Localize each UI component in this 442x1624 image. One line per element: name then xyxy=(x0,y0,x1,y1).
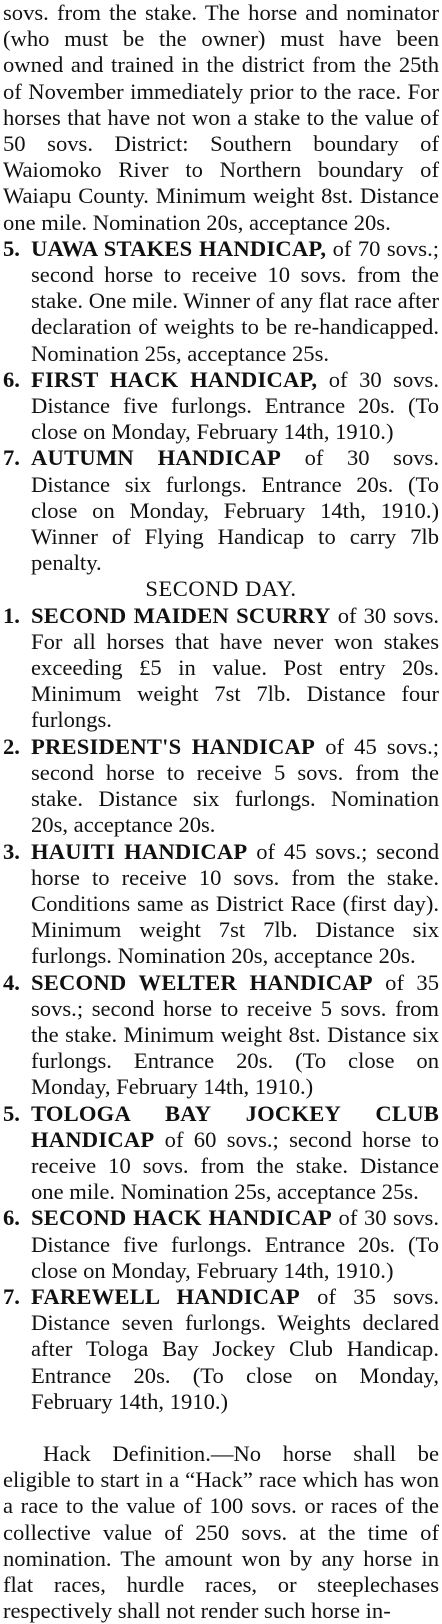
race-entry xyxy=(3,445,439,576)
race-number: 1. xyxy=(3,602,20,628)
race-number: 6. xyxy=(3,1205,20,1231)
race-description xyxy=(31,734,439,839)
hack-definition: Hack Definition.—No horse shall be eligible to start in a “Hack” race which has won a race to the value of 100 sovs. or races of the collective value of 250 sovs. at the time of nomination. The amount won by any horse in flat races, hurdle races, or steeplechases respectively shall not render such horse in- xyxy=(3,1440,439,1624)
race-entry xyxy=(3,367,439,446)
race-number: 5. xyxy=(3,235,20,261)
race-title: PRESIDENT'S HANDICAP xyxy=(31,733,316,759)
race-conditions: of 30 sovs. Distance five furlongs. Entrance 20s. (To close on Monday, February 14th, 1910.) xyxy=(31,366,439,445)
race-entry xyxy=(3,839,439,970)
race-conditions: of 60 sovs.; second horse to receive 10 sovs. from the stake. Distance one mile. Nomination 25s, acceptance 25s. xyxy=(31,1126,439,1205)
race-number: 6. xyxy=(3,366,20,392)
race-number: 7. xyxy=(3,445,20,471)
race-description xyxy=(31,445,439,576)
race-description xyxy=(31,603,439,734)
race-number: 5. xyxy=(3,1100,20,1126)
race-conditions: of 45 sovs.; second horse to receive 5 sovs. from the stake. Distance six furlongs. Nomination 20s, acceptance 20s. xyxy=(31,733,440,838)
race-conditions: of 45 sovs.; second horse to receive 10 sovs. from the stake. Conditions same as District Race (first day). Minimum weight 7st 7lb. Distance six furlongs. Nomination 20s, acceptance 20s. xyxy=(31,838,439,969)
race-entry xyxy=(3,1284,439,1415)
race-entry xyxy=(3,1205,439,1284)
race-entry xyxy=(3,603,439,734)
race-entry xyxy=(3,1101,439,1206)
section-gap xyxy=(3,1415,439,1441)
race-conditions: of 30 sovs. Distance six furlongs. Entrance 20s. (To close on Monday, February 14th, 1910.) Winner of Flying Handicap to carry 7lb penalty. xyxy=(31,445,439,576)
race-title: UAWA STAKES HANDICAP, xyxy=(31,235,327,261)
race-conditions: of 35 sovs.; second horse to receive 5 sovs. from the stake. Minimum weight 8st. Distance six furlongs. Entrance 20s. (To close on Monday, February 14th, 1910.) xyxy=(31,969,439,1100)
race-title: TOLOGA BAY JOCKEY CLUB HANDICAP xyxy=(31,1100,439,1152)
district-race-continuation: sovs. from the stake. The horse and nominator (who must be the owner) must have been owned and trained in the district from the 25th of November immediately prior to the race. For horses that have not won a stake to the value of 50 sovs. District: Southern boundary of Waiomoko River to Northern boundary of Waiapu County. Minimum weight 8st. Distance one mile. Nomination 20s, acceptance 20s. xyxy=(3,0,439,235)
race-number: 2. xyxy=(3,733,20,759)
race-description xyxy=(31,1101,439,1206)
race-description xyxy=(31,236,439,367)
race-description xyxy=(31,1284,439,1415)
race-title: FIRST HACK HANDICAP, xyxy=(31,366,318,392)
race-description xyxy=(31,839,439,970)
second-day-races xyxy=(3,603,439,1415)
race-number: 3. xyxy=(3,838,20,864)
race-title: SECOND HACK HANDICAP xyxy=(31,1205,332,1231)
race-conditions: of 30 sovs. For all horses that have never won stakes exceeding £5 in value. Post entry 20s. Minimum weight 7st 7lb. Distance four furlongs. xyxy=(31,602,440,733)
race-description xyxy=(31,1205,439,1284)
race-entry xyxy=(3,734,439,839)
race-title: AUTUMN HANDICAP xyxy=(31,445,281,471)
race-title: SECOND WELTER HANDICAP xyxy=(31,969,373,995)
race-description xyxy=(31,367,439,446)
race-conditions: of 70 sovs.; second horse to receive 10 sovs. from the stake. One mile. Winner of any flat race after declaration of weights to be re-handicapped. Nomination 25s, acceptance 25s. xyxy=(31,235,439,366)
race-entry xyxy=(3,236,439,367)
race-title: FAREWELL HANDICAP xyxy=(31,1283,300,1309)
second-day-heading: SECOND DAY. xyxy=(145,576,297,602)
race-entry xyxy=(3,970,439,1101)
first-day-races xyxy=(3,236,439,577)
race-title: HAUITI HANDICAP xyxy=(31,838,248,864)
race-conditions: of 35 sovs. Distance seven furlongs. Weights declared after Tologa Bay Jockey Club Handicap. Entrance 20s. (To close on Monday, February 14th, 1910.) xyxy=(31,1283,439,1414)
race-conditions: of 30 sovs. Distance five furlongs. Entrance 20s. (To close on Monday, February 14th, 1910.) xyxy=(31,1205,439,1283)
race-description xyxy=(31,970,439,1101)
race-title: SECOND MAIDEN SCURRY xyxy=(31,602,331,628)
race-number: 7. xyxy=(3,1283,20,1309)
race-number: 4. xyxy=(3,969,20,995)
